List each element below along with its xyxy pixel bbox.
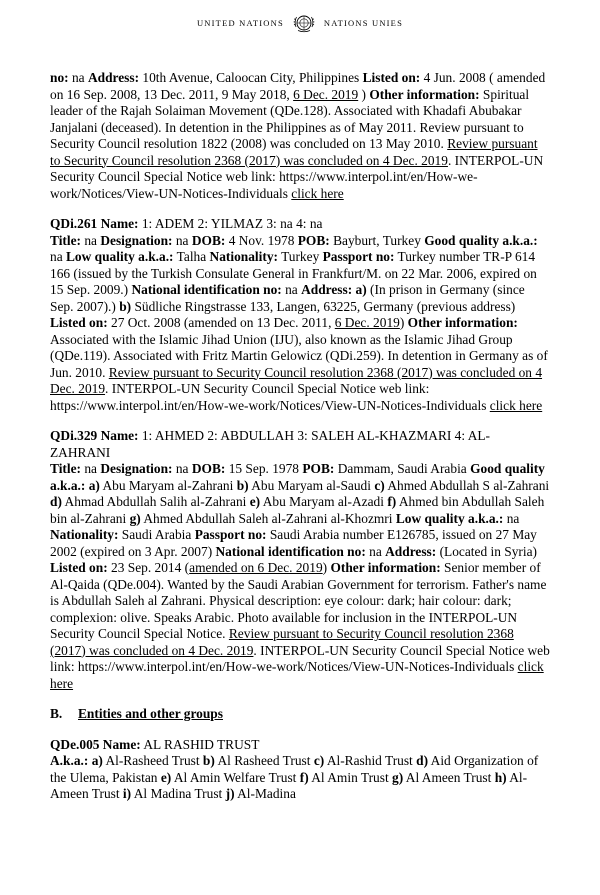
field-label: Title: bbox=[50, 461, 81, 476]
amendment-date: amended on 6 Dec. 2019 bbox=[189, 560, 323, 575]
click-here-link[interactable]: click here bbox=[291, 185, 344, 201]
entry-id: QDi.261 Name: bbox=[50, 216, 139, 231]
field-value: Ahmed Abdullah S al-Zahrani bbox=[384, 477, 550, 493]
list-marker: g) bbox=[392, 769, 404, 785]
entry-id: QDi.329 Name: bbox=[50, 428, 139, 443]
field-value: (Located in Syria) bbox=[436, 543, 537, 559]
field-value: Abu Maryam al-Saudi bbox=[248, 477, 375, 493]
field-label: Nationality: bbox=[209, 249, 278, 264]
document-body bbox=[50, 70, 550, 817]
list-marker: b) bbox=[119, 298, 132, 314]
field-label: DOB: bbox=[191, 461, 226, 476]
list-marker: j) bbox=[225, 786, 235, 801]
field-value: Al Ameen Trust bbox=[403, 769, 495, 785]
field-value: 27 Oct. 2008 (amended on 13 Dec. 2011, bbox=[107, 315, 335, 330]
field-label: no: bbox=[50, 70, 69, 85]
list-marker: d) bbox=[50, 494, 62, 509]
section-heading bbox=[50, 706, 550, 723]
field-value: Turkey number TR-P 614 166 (issued by the Turkish Consulate General in Frankfurt/M. on 22 Mar. 2006, expired on 15 Sep. 2009.) bbox=[50, 249, 537, 297]
field-label: Address: bbox=[87, 70, 140, 85]
field-value: Ahmad Abdullah Salih al-Zahrani bbox=[61, 494, 250, 509]
entry-qdi-261 bbox=[50, 216, 550, 414]
field-value: Abu Maryam al-Zahrani bbox=[99, 477, 237, 493]
section-letter: B. bbox=[50, 706, 63, 721]
field-value: Senior member of Al-Qaida (QDe.004). Wanted by the Saudi Arabian Government for terrorism. Father's name is Abdullah Saleh al Zahrani. Physical description: eye colour: dark; hair colour: dark; complexion: olive. Speaks Arabic. Photo available for inclusion in the INTERPOL-UN Security Council Special Notice. bbox=[50, 560, 547, 641]
field-value: Spiritual leader of the Rajah Solaiman Movement (QDe.128). Associated with Khadafi Abubakar Janjalani (deceased). In detention in the Philippines as of May 2011. Review pursuant to Security Council resolution 1822 (2008) was concluded on 13 May 2010. bbox=[50, 86, 530, 151]
field-value: Aid Organization of the Ulema, Pakistan bbox=[50, 753, 539, 785]
field-value: 4 Jun. 2008 ( amended on 16 Sep. 2008, 13 Dec. 2011, 9 May 2018, bbox=[50, 70, 546, 102]
field-label: Listed on: bbox=[50, 315, 108, 330]
entry-continuation bbox=[50, 70, 550, 202]
field-label: POB: bbox=[297, 232, 330, 248]
header-left-text: UNITED NATIONS bbox=[196, 18, 284, 28]
list-marker: g) bbox=[129, 510, 141, 526]
field-label: Title: bbox=[50, 232, 81, 248]
amendment-date: 6 Dec. 2019 bbox=[293, 86, 359, 102]
header-right-text: NATIONS UNIES bbox=[323, 18, 404, 28]
list-marker: h) bbox=[494, 769, 507, 785]
entry-name: AL RASHID TRUST bbox=[140, 736, 260, 752]
field-label: Passport no: bbox=[322, 249, 395, 264]
field-label: National identification no: bbox=[131, 282, 282, 297]
field-value: Al Amin Trust bbox=[308, 769, 393, 785]
field-value: Al-Rasheed Trust bbox=[102, 753, 203, 768]
review-note: Review pursuant to Security Council resolution 2368 (2017) was concluded on 4 Dec. 2019 bbox=[50, 626, 514, 658]
field-value: Al-Ameen Trust bbox=[50, 769, 528, 801]
entry-name: 1: AHMED 2: ABDULLAH 3: SALEH AL-KHAZMARI 4: AL-ZAHRANI bbox=[50, 428, 491, 460]
list-marker: e) bbox=[249, 494, 261, 509]
field-value: Al Rasheed Trust bbox=[214, 753, 314, 768]
field-value: . INTERPOL-UN Security Council Special Notice web link: https://www.interpol.int/en/How-we-work/Notices/View-UN-Notices-Individuals bbox=[50, 642, 550, 674]
field-label: Other information: bbox=[330, 560, 441, 575]
field-value: Associated with the Islamic Jihad Union (IJU), also known as the Islamic Jihad Group (QDe.119). Associated with Fritz Martin Gelowicz (QDi.259). In detention in Germany as of Jun. 2010. bbox=[50, 331, 548, 380]
review-note: Review pursuant to Security Council resolution 2368 (2017) was concluded on 4 Dec. 2019 bbox=[50, 136, 538, 168]
field-value: Al Amin Welfare Trust bbox=[171, 769, 300, 785]
click-here-link[interactable]: click here bbox=[50, 659, 544, 691]
field-value: Turkey bbox=[277, 249, 323, 264]
field-value: na bbox=[172, 461, 192, 476]
field-label: Passport no: bbox=[194, 527, 267, 542]
field-value: . INTERPOL-UN Security Council Special Notice web link: https://www.interpol.int/en/How-we-work/Notices/View-UN-Notices-Individuals bbox=[50, 152, 544, 201]
field-value: na bbox=[365, 543, 386, 559]
field-value: na bbox=[68, 70, 88, 85]
field-value: Bayburt, Turkey bbox=[329, 232, 425, 248]
field-value: ) bbox=[322, 560, 331, 575]
field-value: na bbox=[50, 249, 66, 264]
field-label: DOB: bbox=[191, 232, 226, 248]
field-value: ) bbox=[358, 86, 370, 102]
list-marker: a) bbox=[355, 282, 367, 297]
page-header bbox=[0, 8, 600, 38]
field-label: Other information: bbox=[369, 86, 480, 102]
list-marker: e) bbox=[160, 769, 172, 785]
list-marker: b) bbox=[236, 477, 249, 493]
field-value: Al-Madina bbox=[234, 786, 296, 801]
list-marker: a) bbox=[91, 753, 103, 768]
list-marker: f) bbox=[299, 769, 309, 785]
field-label: Designation: bbox=[100, 461, 173, 476]
field-value: na bbox=[81, 232, 101, 248]
list-marker: i) bbox=[122, 786, 132, 801]
section-title: Entities and other groups bbox=[78, 706, 223, 721]
field-label: Other information: bbox=[407, 315, 518, 330]
entry-qdi-329 bbox=[50, 428, 550, 692]
field-label: Address: bbox=[385, 543, 437, 559]
field-value: 23 Sep. 2014 ( bbox=[107, 560, 190, 575]
field-label: Nationality: bbox=[50, 527, 119, 542]
field-value: Abu Maryam al-Azadi bbox=[260, 494, 388, 509]
list-marker: f) bbox=[387, 494, 397, 509]
field-value: na bbox=[281, 282, 302, 297]
field-label: Designation: bbox=[100, 232, 173, 248]
field-label: POB: bbox=[302, 461, 335, 476]
field-label: Good quality a.k.a.: bbox=[50, 461, 545, 493]
field-value: Saudi Arabia bbox=[118, 527, 195, 542]
field-value: . INTERPOL-UN Security Council Special Notice web link: https://www.interpol.int/en/How-we-work/Notices/View-UN-Notices-Individuals bbox=[50, 381, 490, 413]
field-value: Ahmed Abdullah Saleh al-Zahrani al-Khozmri bbox=[140, 510, 396, 526]
field-label: Good quality a.k.a.: bbox=[424, 232, 538, 248]
entry-name: 1: ADEM 2: YILMAZ 3: na 4: na bbox=[138, 216, 323, 231]
entry-qde-005 bbox=[50, 737, 550, 803]
click-here-link[interactable]: click here bbox=[489, 397, 543, 413]
un-emblem-icon bbox=[292, 11, 316, 35]
field-value: (In prison in Germany (since Sep. 2007).) bbox=[50, 282, 525, 314]
field-value: Saudi Arabia number E126785, issued on 27 May 2002 (expired on 3 Apr. 2007) bbox=[50, 527, 537, 559]
field-value: ) bbox=[399, 315, 408, 330]
amendment-date: 6 Dec. 2019 bbox=[334, 315, 400, 330]
field-value: Dammam, Saudi Arabia bbox=[334, 461, 471, 476]
field-value: Südliche Ringstrasse 133, Langen, 63225, Germany (previous address) bbox=[131, 298, 516, 314]
list-marker: c) bbox=[374, 477, 385, 493]
list-marker: c) bbox=[313, 753, 325, 768]
field-value: Al Madina Trust bbox=[131, 786, 226, 801]
list-marker: b) bbox=[202, 753, 215, 768]
field-value: Ahmed bin Abdullah Saleh bin al-Zahrani bbox=[50, 494, 545, 526]
field-value: na bbox=[172, 232, 192, 248]
field-label: Low quality a.k.a.: bbox=[66, 249, 174, 264]
field-label: Listed on: bbox=[50, 560, 108, 575]
field-label: Address: bbox=[301, 282, 353, 297]
field-value: 4 Nov. 1978 bbox=[225, 232, 298, 248]
field-label: A.k.a.: bbox=[50, 753, 89, 768]
list-marker: d) bbox=[416, 753, 429, 768]
field-value: 10th Avenue, Caloocan City, Philippines bbox=[139, 70, 363, 85]
field-label: Listed on: bbox=[362, 70, 421, 85]
entry-id: QDe.005 Name: bbox=[50, 736, 141, 752]
review-note: Review pursuant to Security Council resolution 2368 (2017) was concluded on 4 Dec. 2019 bbox=[50, 364, 543, 396]
field-value: Al-Rashid Trust bbox=[324, 753, 417, 768]
field-value: na bbox=[81, 461, 101, 476]
list-marker: a) bbox=[88, 477, 100, 493]
field-label: National identification no: bbox=[215, 543, 366, 559]
field-value: 15 Sep. 1978 bbox=[225, 461, 303, 476]
field-value: Talha bbox=[173, 249, 210, 264]
field-value: na bbox=[503, 510, 520, 526]
field-label: Low quality a.k.a.: bbox=[395, 510, 504, 526]
